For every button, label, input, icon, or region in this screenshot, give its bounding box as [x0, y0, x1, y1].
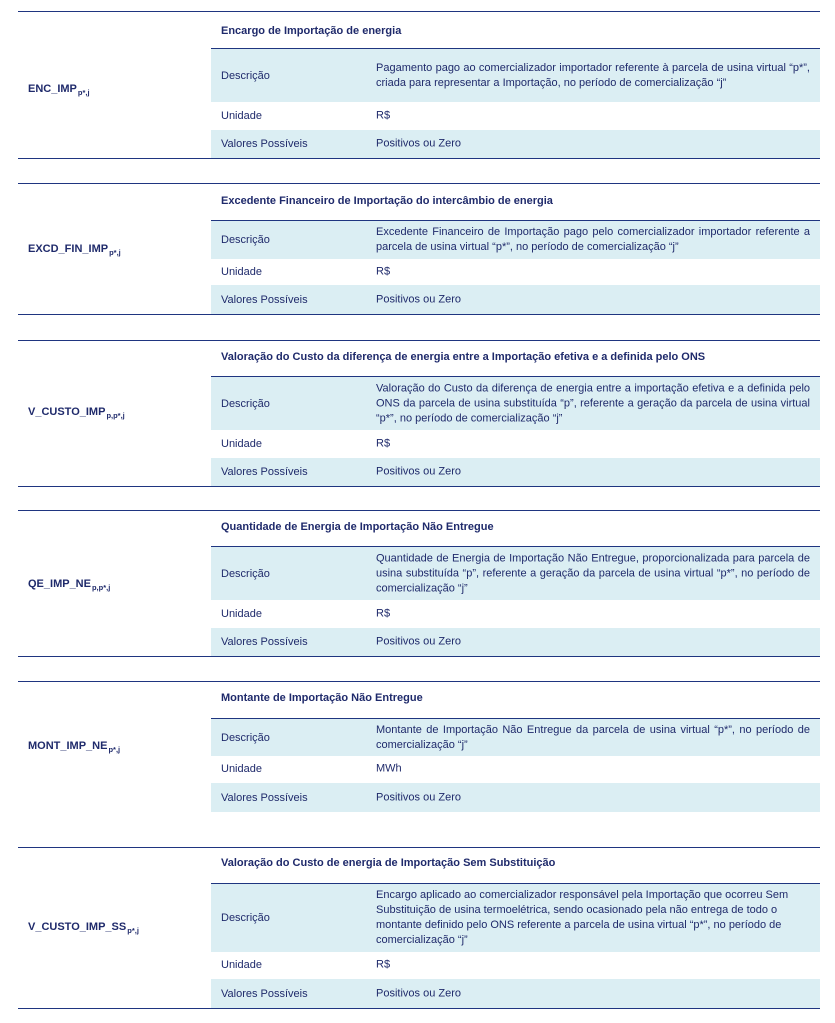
bottom-rule: [18, 158, 820, 159]
possible-values-label: Valores Possíveis: [221, 636, 308, 648]
unit-value: R$: [376, 607, 391, 619]
unit-row: [211, 755, 820, 783]
description-value: Excedente Financeiro de Importação pago pelo comercializador importador referente a parcela de usina virtual “p*”, no período de comercialização “j”: [376, 226, 810, 253]
variable-entry-qe-imp-ne: [18, 510, 820, 658]
top-rule: [18, 681, 820, 682]
unit-row: [211, 258, 820, 285]
description-label: Descrição: [221, 731, 270, 744]
description-label: Descrição: [221, 567, 270, 580]
unit-value: MWh: [376, 762, 402, 775]
possible-values-value: Positivos ou Zero: [376, 791, 461, 803]
unit-label: Unidade: [221, 265, 262, 278]
unit-label: Unidade: [221, 109, 262, 122]
variable-symbol: MONT_IMP_NE: [28, 740, 108, 752]
possible-values-value: Positivos ou Zero: [376, 635, 461, 648]
possible-values-row: [211, 130, 820, 158]
variable-name: [28, 83, 90, 97]
possible-values-value: Positivos ou Zero: [376, 293, 461, 305]
description-row: [211, 48, 820, 102]
description-value: Pagamento pago ao comercializador importador referente à parcela de usina virtual “p*”, criada para representar a Importação, no período de comercialização “j”: [376, 61, 810, 89]
unit-row: [211, 101, 820, 130]
unit-value: R$: [376, 958, 391, 971]
possible-values-label: Valores Possíveis: [221, 293, 308, 306]
variable-name: [28, 578, 110, 592]
variable-title: Quantidade de Energia de Importação Não Entregue: [221, 521, 494, 533]
possible-values-label: Valores Possíveis: [221, 791, 308, 804]
description-label: Descrição: [221, 912, 270, 924]
variable-subscript: p,p*,j: [91, 583, 111, 592]
description-row: [211, 718, 820, 756]
variable-title: Valoração do Custo da diferença de energia entre a Importação efetiva e a definida pelo ONS: [221, 351, 706, 363]
variable-name: [28, 921, 139, 935]
possible-values-row: [211, 285, 820, 314]
variable-subscript: p*,j: [77, 88, 90, 97]
unit-value: R$: [376, 437, 391, 449]
bottom-rule: [18, 656, 820, 657]
description-row: [211, 883, 820, 952]
variable-entry-mont-imp-ne: [18, 681, 820, 815]
variable-name: [28, 406, 125, 420]
top-rule: [18, 847, 820, 848]
bottom-rule: [18, 486, 820, 487]
description-row: [211, 546, 820, 600]
description-value: Valoração do Custo da diferença de energia entre a importação efetiva e a definida pelo ONS da parcela de usina substituída “p”, referente a geração da parcela de usina virtual “p*”, no período de comercialização “j”: [376, 382, 810, 424]
unit-label: Unidade: [221, 763, 262, 775]
variable-symbol: V_CUSTO_IMP_SS: [28, 921, 127, 933]
bottom-rule: [18, 1008, 820, 1009]
variable-name: [28, 740, 120, 754]
possible-values-value: Positivos ou Zero: [376, 137, 461, 150]
possible-values-label: Valores Possíveis: [221, 138, 308, 150]
possible-values-label: Valores Possíveis: [221, 987, 308, 1000]
variable-title: Encargo de Importação de energia: [221, 25, 402, 37]
variable-symbol: V_CUSTO_IMP: [28, 406, 106, 418]
description-value: Quantidade de Energia de Importação Não Entregue, proporcionalizada para parcela de usina substituída “p”, referente a geração da parcela de usina virtual “p*”, no período de comercialização “j”: [376, 552, 810, 594]
unit-row: [211, 599, 820, 628]
unit-row: [211, 951, 820, 979]
variable-title: Valoração do Custo de energia de Importação Sem Substituição: [221, 857, 556, 869]
bottom-rule: [18, 314, 820, 315]
variable-subscript: p*,j: [127, 926, 139, 935]
variable-entry-excd-fin-imp: [18, 183, 820, 316]
variable-subscript: p*,j: [109, 248, 121, 257]
unit-row: [211, 429, 820, 458]
variable-subscript: p,p*,j: [106, 411, 125, 420]
unit-value: R$: [376, 109, 391, 121]
possible-values-value: Positivos ou Zero: [376, 465, 461, 478]
possible-values-value: Positivos ou Zero: [376, 987, 461, 999]
variable-symbol: EXCD_FIN_IMP: [28, 243, 109, 255]
unit-label: Unidade: [221, 437, 262, 450]
description-label: Descrição: [221, 69, 270, 82]
description-row: [211, 220, 820, 259]
description-value: Montante de Importação Não Entregue da parcela de usina virtual “p*”, no período de comercialização “j”: [376, 723, 810, 751]
variable-name: [28, 243, 121, 257]
variable-symbol: ENC_IMP: [28, 83, 77, 95]
variable-subscript: p*,j: [108, 745, 121, 754]
description-label: Descrição: [221, 234, 270, 246]
possible-values-row: [211, 458, 820, 486]
variable-entry-v-custo-imp: [18, 340, 820, 488]
description-row: [211, 376, 820, 430]
variable-title: Excedente Financeiro de Importação do intercâmbio de energia: [221, 195, 553, 207]
description-label: Descrição: [221, 397, 270, 410]
variable-entry-v-custo-imp-ss: [18, 847, 820, 1011]
unit-label: Unidade: [221, 607, 262, 620]
variable-title: Montante de Importação Não Entregue: [221, 692, 423, 704]
possible-values-row: [211, 783, 820, 812]
possible-values-label: Valores Possíveis: [221, 466, 308, 478]
top-rule: [18, 510, 820, 511]
possible-values-row: [211, 979, 820, 1008]
variable-entry-enc-imp: [18, 11, 820, 160]
top-rule: [18, 340, 820, 341]
unit-value: R$: [376, 265, 391, 277]
top-rule: [18, 183, 820, 184]
unit-label: Unidade: [221, 959, 262, 971]
description-value: Encargo aplicado ao comercializador responsável pela Importação que ocorreu Sem Substituição de usina termoelétrica, sendo ocasionado pela não entrega de todo o montante definido pelo ONS referente a parcela de usina virtual “p*”, no período de comercialização “j”: [376, 889, 789, 946]
possible-values-row: [211, 628, 820, 656]
variable-symbol: QE_IMP_NE: [28, 578, 91, 590]
top-rule: [18, 11, 820, 12]
